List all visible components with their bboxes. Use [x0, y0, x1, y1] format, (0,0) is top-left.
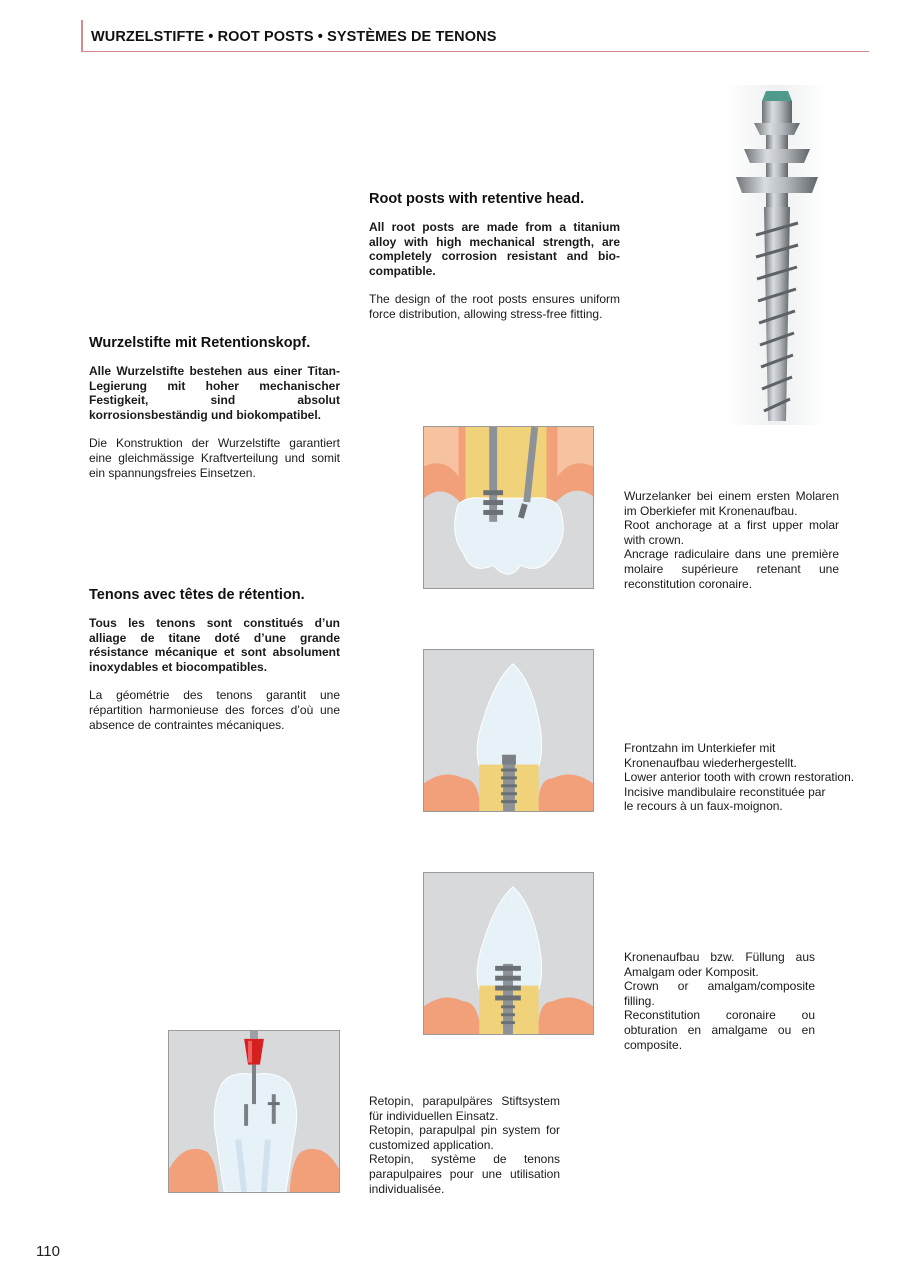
section-heading-german: Wurzelstifte mit Retentionskopf.	[89, 335, 311, 351]
page-header	[81, 20, 869, 52]
caption-anterior-line-4: Incisive mandibulaire reconstituée par	[624, 784, 826, 799]
molar-illustration	[423, 426, 594, 589]
caption-molar-de: Wurzelanker bei einem ersten Molaren im Oberkiefer mit Kronenaufbau.	[624, 489, 839, 518]
page-title: WURZELSTIFTE • ROOT POSTS • SYSTÈMES DE TENONS	[91, 29, 497, 45]
titanium-post-image	[726, 85, 828, 425]
crown-buildup-illustration	[423, 872, 594, 1035]
caption-anterior	[624, 741, 864, 814]
caption-retopin-fr: Retopin, système de tenons parapulpaires pour une utilisation individualisée.	[369, 1152, 560, 1196]
section-body-english: The design of the root posts ensures uniform force distribution, allowing stress-free fitting.	[369, 292, 620, 321]
section-heading-english: Root posts with retentive head.	[369, 191, 585, 207]
caption-anterior-line-1: Frontzahn im Unterkiefer mit	[624, 741, 776, 755]
caption-retopin	[369, 1094, 560, 1196]
caption-molar-fr: Ancrage radiculaire dans une première molaire supérieure retenant une reconstitution coronaire.	[624, 547, 839, 591]
caption-molar-en: Root anchorage at a first upper molar with crown.	[624, 518, 839, 547]
retopin-illustration	[168, 1030, 340, 1193]
caption-amalgam-en: Crown or amalgam/composite filling.	[624, 979, 815, 1008]
caption-retopin-en: Retopin, parapulpal pin system for customized application.	[369, 1123, 560, 1152]
caption-amalgam	[624, 950, 815, 1052]
section-heading-french: Tenons avec têtes de rétention.	[89, 587, 305, 603]
section-lead-french: Tous les tenons sont constitués d’un alliage de titane doté d’une grande résistance mécanique et sont absolument inoxydables et biocompatibles.	[89, 616, 340, 674]
caption-molar	[624, 489, 839, 591]
section-body-french: La géométrie des tenons garantit une répartition harmonieuse des forces d’où une absence de contraintes mécaniques.	[89, 688, 340, 732]
caption-anterior-line-2: Kronenaufbau wiederhergestellt.	[624, 755, 797, 770]
page-number: 110	[36, 1243, 60, 1260]
section-english	[369, 191, 620, 322]
section-lead-english: All root posts are made from a titanium alloy with high mechanical strength, are completely corrosion resistant and bio-compatible.	[369, 220, 620, 278]
caption-amalgam-fr: Reconstitution coronaire ou obturation en amalgame ou en composite.	[624, 1008, 815, 1052]
caption-amalgam-de: Kronenaufbau bzw. Füllung aus Amalgam oder Komposit.	[624, 950, 815, 979]
section-french	[89, 587, 340, 732]
section-german	[89, 335, 340, 480]
caption-anterior-line-3: Lower anterior tooth with crown restoration.	[624, 770, 855, 785]
section-lead-german: Alle Wurzelstifte bestehen aus einer Titan-Legierung mit hoher mechanischer Festigkeit, sind absolut korrosionsbeständig und biokompatibel.	[89, 364, 340, 422]
anterior-tooth-illustration	[423, 649, 594, 812]
caption-anterior-line-5: le recours à un faux-moignon.	[624, 799, 783, 814]
caption-retopin-de: Retopin, parapulpäres Stiftsystem für individuellen Einsatz.	[369, 1094, 560, 1123]
section-body-german: Die Konstruktion der Wurzelstifte garantiert eine gleichmässige Kraftverteilung und somit ein spannungsfreies Einsetzen.	[89, 436, 340, 480]
